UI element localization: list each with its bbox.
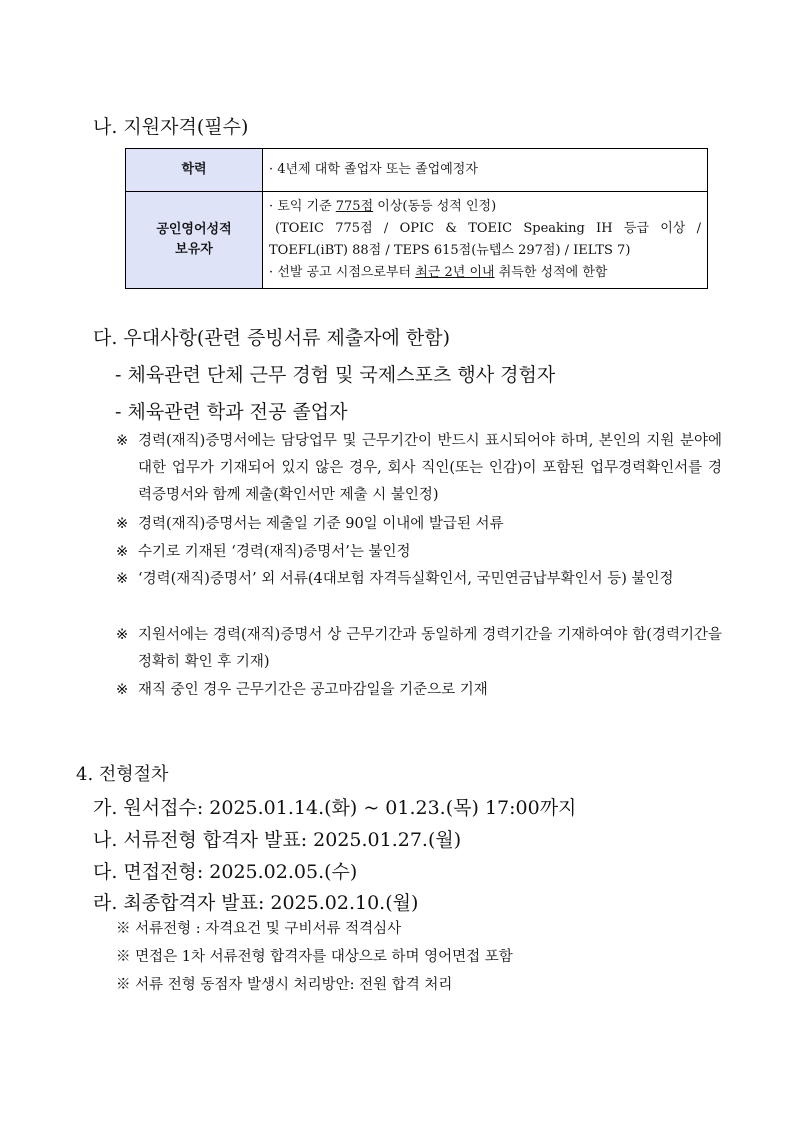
note-mark: ※ <box>116 682 129 698</box>
note-2 <box>116 511 722 538</box>
step-interview: 다. 면접전형: 2025.02.05.(수) <box>93 861 358 883</box>
note-mark: ※ <box>116 544 129 560</box>
note-1 <box>116 428 722 509</box>
table-row <box>126 149 708 192</box>
english-line4-pre: · 선발 공고 시점으로부터 <box>269 265 416 280</box>
note-text: 수기로 기재된 ‘경력(재직)증명서’는 불인정 <box>138 544 411 560</box>
step-final-result: 라. 최종합격자 발표: 2025.02.10.(월) <box>93 892 419 914</box>
english-score-header <box>126 192 263 289</box>
preference-item-2: - 체육관련 학과 전공 졸업자 <box>115 401 348 423</box>
note-4 <box>116 566 722 593</box>
process-note-3: ※ 서류 전형 동점자 발생시 처리방안: 전원 합격 처리 <box>116 977 453 993</box>
english-score-header-line1: 공인영어성적 <box>156 222 232 237</box>
section-da-title: 다. 우대사항(관련 증빙서류 제출자에 한함) <box>93 327 451 349</box>
english-line1-post: 이상(동등 성적 인정) <box>373 199 497 214</box>
process-note-2: ※ 면접은 1차 서류전형 합격자를 대상으로 하며 영어면접 포함 <box>116 949 513 965</box>
step-document-result: 나. 서류전형 합격자 발표: 2025.01.27.(월) <box>93 829 462 851</box>
note-mark: ※ <box>116 627 129 643</box>
note-text: ‘경력(재직)증명서’ 외 서류(4대보험 자격득실확인서, 국민연금납부확인서 등) 불인정 <box>138 571 674 587</box>
note-text: 재직 중인 경우 근무기간은 공고마감일을 기준으로 기재 <box>138 682 488 698</box>
english-line4-post: 취득한 성적에 한함 <box>494 265 608 280</box>
section-na-title: 나. 지원자격(필수) <box>93 116 249 138</box>
note-mark: ※ <box>116 516 129 532</box>
note-text: 경력(재직)증명서에는 담당업무 및 근무기간이 반드시 표시되어야 하며, 본인의 지원 분야에 대한 업무가 기재되어 있지 않은 경우, 회사 직인(또는 인감)이 포함된 업무경력확인서를 경력증명서와 함께 제출(확인서만 제출 시 불인정) <box>138 433 722 503</box>
table-row <box>126 192 708 289</box>
education-content <box>263 149 708 192</box>
english-line1-pre: · 토익 기준 <box>269 199 336 214</box>
note-5 <box>116 622 722 676</box>
note-mark: ※ <box>116 433 129 449</box>
section-4-title: 4. 전형절차 <box>76 764 169 785</box>
english-score-header-line2: 보유자 <box>175 242 213 257</box>
qualification-table <box>125 148 708 289</box>
note-6 <box>116 677 722 704</box>
note-mark: ※ <box>116 571 129 587</box>
process-note-1: ※ 서류전형 : 자격요건 및 구비서류 적격심사 <box>116 921 402 937</box>
english-line1 <box>269 196 701 218</box>
note-text: 지원서에는 경력(재직)증명서 상 근무기간과 동일하게 경력기간을 기재하여야 함(경력기간을 정확히 확인 후 기재) <box>138 627 722 670</box>
education-header: 학력 <box>126 149 263 192</box>
english-line2: (TOEIC 775점 / OPIC & TOEIC Speaking IH 등급 이상 / <box>275 221 701 236</box>
english-line1-underline: 775점 <box>335 199 374 214</box>
english-line3: TOEFL(iBT) 88점 / TEPS 615점(뉴텝스 297점) / IELTS 7) <box>269 243 631 258</box>
english-score-content <box>263 192 708 289</box>
english-line4 <box>269 262 701 284</box>
education-text: · 4년제 대학 졸업자 또는 졸업예정자 <box>269 162 478 177</box>
english-line4-underline: 최근 2년 이내 <box>415 265 495 280</box>
step-application: 가. 원서접수: 2025.01.14.(화) ~ 01.23.(목) 17:00까지 <box>93 797 577 819</box>
note-3 <box>116 539 722 566</box>
preference-item-1: - 체육관련 단체 근무 경험 및 국제스포츠 행사 경험자 <box>115 364 556 386</box>
note-text: 경력(재직)증명서는 제출일 기준 90일 이내에 발급된 서류 <box>138 516 504 532</box>
